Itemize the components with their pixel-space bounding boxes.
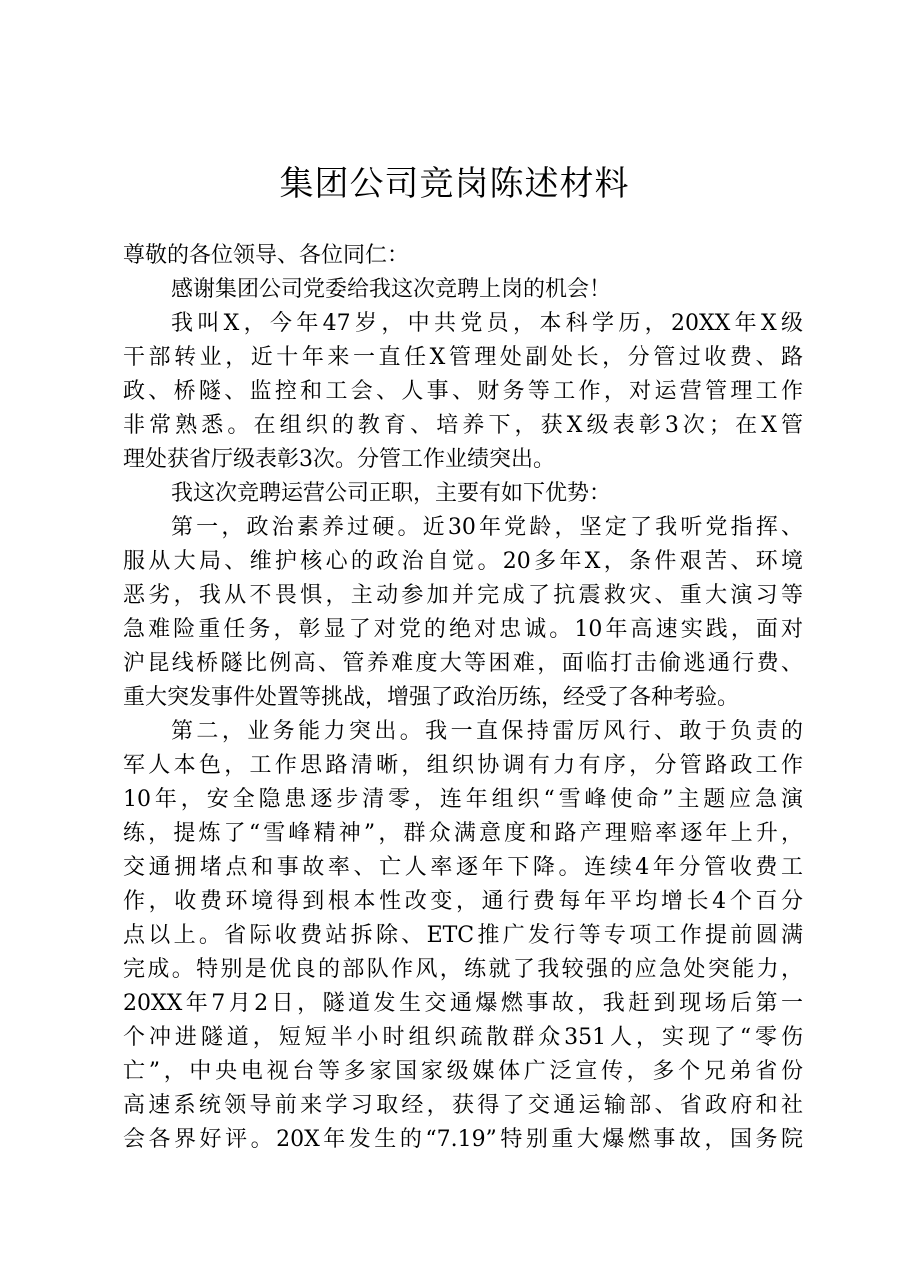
- body-line: 重大突发事件处置等挑战，增强了政治历练，经受了各种考验。: [123, 685, 740, 710]
- body-line: 军人本色，工作思路清晰，组织协调有力有序，分管路政工作: [123, 753, 803, 778]
- body-line: 感谢集团公司党委给我这次竞聘上岗的机会！: [171, 277, 612, 302]
- body-line: 个冲进隧道，短短半小时组织疏散群众351人，实现了“零伤: [123, 1025, 803, 1050]
- document-title: 集团公司竞岗陈述材料: [279, 164, 630, 204]
- body-line: 点以上。省际收费站拆除、ETC推广发行等专项工作提前圆满: [123, 923, 803, 948]
- body-line: 理处获省厅级表彰3次。分管工作业绩突出。: [123, 447, 555, 472]
- body-line: 干部转业，近十年来一直任X管理处副处长，分管过收费、路: [123, 345, 803, 370]
- body-line: 高速系统领导前来学习取经，获得了交通运输部、省政府和社: [123, 1093, 803, 1118]
- body-line: 非常熟悉。在组织的教育、培养下，获X级表彰3次；在X管: [123, 413, 803, 438]
- body-line: 完成。特别是优良的部队作风，练就了我较强的应急处突能力，: [123, 957, 803, 982]
- body-line: 我叫X，今年47岁，中共党员，本科学历，20XX年X级: [171, 311, 803, 336]
- body-line: 第一，政治素养过硬。近30年党龄，坚定了我听党指挥、: [171, 515, 803, 540]
- body-line: 交通拥堵点和事故率、亡人率逐年下降。连续4年分管收费工: [123, 855, 803, 880]
- body-line: 20XX年7月2日，隧道发生交通爆燃事故，我赶到现场后第一: [123, 991, 803, 1016]
- body-line: 政、桥隧、监控和工会、人事、财务等工作，对运营管理工作: [123, 379, 803, 404]
- body-line: 服从大局、维护核心的政治自觉。20多年X，条件艰苦、环境: [123, 549, 803, 574]
- body-line: 10年，安全隐患逐步清零，连年组织“雪峰使命”主题应急演: [123, 787, 803, 812]
- body-line: 恶劣，我从不畏惧，主动参加并完成了抗震救灾、重大演习等: [123, 583, 803, 608]
- body-line: 会各界好评。20X年发生的“7.19”特别重大爆燃事故，国务院: [123, 1127, 803, 1152]
- document-body: [123, 239, 803, 1157]
- body-line: 第二，业务能力突出。我一直保持雷厉风行、敢于负责的: [171, 719, 803, 744]
- body-line: 沪昆线桥隧比例高、管养难度大等困难，面临打击偷逃通行费、: [123, 651, 803, 676]
- body-line: 亡”，中央电视台等多家国家级媒体广泛宣传，多个兄弟省份: [123, 1059, 803, 1084]
- body-line: 我这次竞聘运营公司正职，主要有如下优势：: [171, 481, 612, 506]
- body-line: 尊敬的各位领导、各位同仁：: [123, 243, 410, 268]
- body-line: 急难险重任务，彰显了对党的绝对忠诚。10年高速实践，面对: [123, 617, 803, 642]
- body-line: 作，收费环境得到根本性改变，通行费每年平均增长4个百分: [123, 889, 803, 914]
- body-line: 练，提炼了“雪峰精神”，群众满意度和路产理赔率逐年上升，: [123, 821, 803, 846]
